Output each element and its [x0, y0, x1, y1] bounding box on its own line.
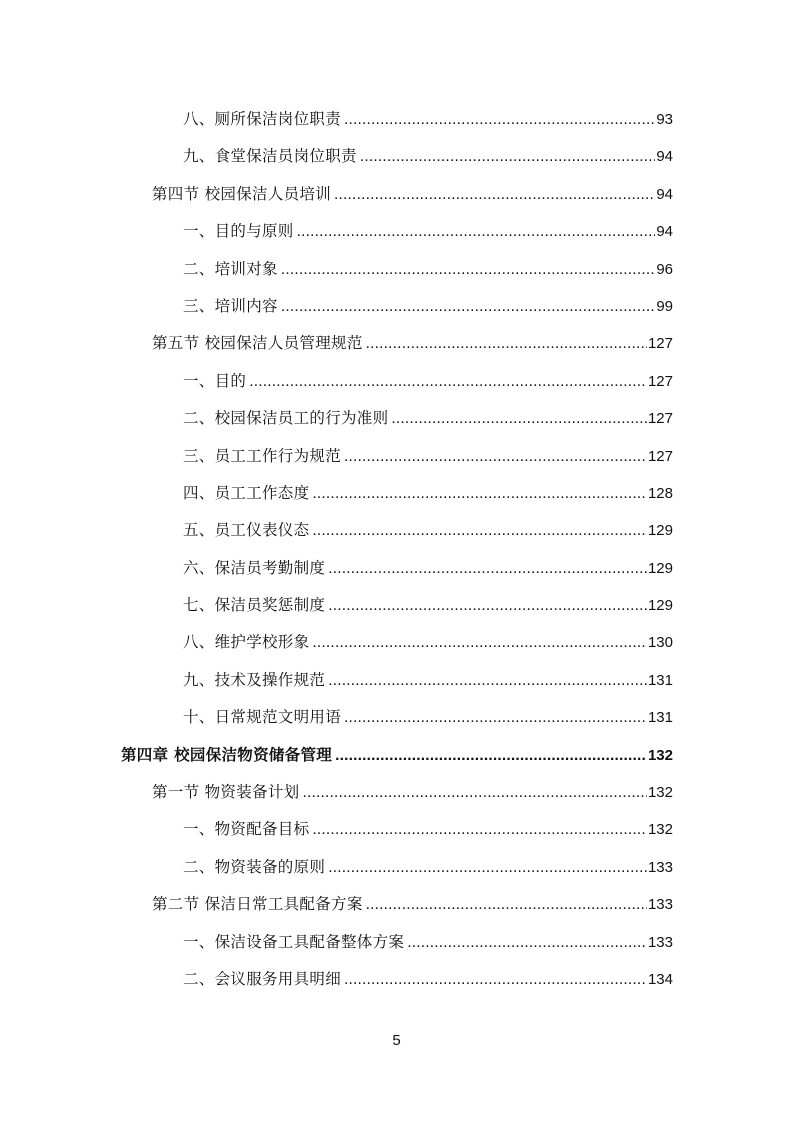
dot-leader: [281, 288, 656, 325]
toc-entry-title: 二、校园保洁员工的行为准则: [183, 409, 389, 428]
toc-entry-title: 第二节 保洁日常工具配备方案: [152, 895, 363, 914]
toc-section-entry[interactable]: [0, 774, 793, 811]
toc-entry-page: 130: [647, 634, 673, 652]
toc-entry-page: 127: [647, 335, 673, 353]
dot-leader: [366, 886, 647, 923]
toc-entry-title: 二、物资装备的原则: [183, 857, 326, 876]
toc-entry-page: 129: [647, 597, 673, 615]
toc-entry[interactable]: [0, 288, 793, 325]
toc-entry-page: 127: [647, 410, 673, 428]
toc-entry-title: 十、日常规范文明用语: [183, 708, 342, 727]
toc-entry[interactable]: [0, 400, 793, 437]
toc-entry[interactable]: [0, 475, 793, 512]
toc-entry[interactable]: [0, 961, 793, 998]
toc-entry-title: 八、维护学校形象: [183, 633, 310, 652]
dot-leader: [249, 363, 647, 400]
toc-entry[interactable]: [0, 587, 793, 624]
toc-entry-title: 四、员工工作态度: [183, 483, 310, 502]
toc-entry[interactable]: [0, 138, 793, 175]
toc-entry-title: 一、物资配备目标: [183, 820, 310, 839]
toc-entry-title: 一、保洁设备工具配备整体方案: [183, 932, 405, 951]
toc-entry[interactable]: [0, 550, 793, 587]
toc-entry-page: 127: [647, 372, 673, 390]
toc-entry-title: 五、员工仪表仪态: [183, 521, 310, 540]
toc-entry-page: 93: [656, 110, 673, 128]
toc-entry-page: 132: [647, 784, 673, 802]
toc-entry-title: 六、保洁员考勤制度: [183, 558, 326, 577]
dot-leader: [328, 849, 647, 886]
toc-entry-page: 99: [656, 297, 673, 315]
dot-leader: [302, 774, 647, 811]
toc-entry-title: 二、培训对象: [183, 259, 278, 278]
toc-entry-page: 94: [656, 185, 673, 203]
toc-entry-title: 三、培训内容: [183, 296, 278, 315]
toc-entry-page: 132: [647, 746, 673, 764]
page-number: 5: [392, 1032, 401, 1049]
dot-leader: [334, 176, 655, 213]
dot-leader: [344, 961, 647, 998]
toc-entry-title: 三、员工工作行为规范: [183, 446, 342, 465]
dot-leader: [281, 251, 656, 288]
dot-leader: [360, 138, 656, 175]
toc-entry[interactable]: [0, 811, 793, 848]
toc-entry-title: 九、技术及操作规范: [183, 670, 326, 689]
toc-section-entry[interactable]: [0, 176, 793, 213]
table-of-contents: [0, 101, 793, 998]
toc-entry[interactable]: [0, 101, 793, 138]
toc-entry-page: 133: [647, 933, 673, 951]
toc-entry-title: 第四节 校园保洁人员培训: [152, 184, 332, 203]
dot-leader: [407, 924, 647, 961]
dot-leader: [312, 811, 647, 848]
toc-entry[interactable]: [0, 363, 793, 400]
toc-section-entry[interactable]: [0, 886, 793, 923]
toc-entry[interactable]: [0, 662, 793, 699]
toc-entry-title: 第四章 校园保洁物资储备管理: [121, 745, 333, 764]
dot-leader: [297, 213, 656, 250]
toc-entry-page: 131: [647, 671, 673, 689]
toc-entry[interactable]: [0, 699, 793, 736]
toc-entry-page: 128: [647, 484, 673, 502]
dot-leader: [366, 325, 647, 362]
dot-leader: [328, 662, 647, 699]
dot-leader: [328, 550, 647, 587]
toc-entry-page: 127: [647, 447, 673, 465]
toc-entry-page: 133: [647, 896, 673, 914]
toc-entry-title: 八、厕所保洁岗位职责: [183, 109, 342, 128]
dot-leader: [344, 699, 647, 736]
toc-entry[interactable]: [0, 624, 793, 661]
toc-entry-page: 133: [647, 858, 673, 876]
toc-entry[interactable]: [0, 213, 793, 250]
toc-entry-title: 第五节 校园保洁人员管理规范: [152, 334, 363, 353]
toc-entry-page: 134: [647, 970, 673, 988]
toc-entry-page: 94: [656, 223, 673, 241]
toc-entry-title: 一、目的: [183, 371, 247, 390]
toc-entry[interactable]: [0, 512, 793, 549]
toc-entry-page: 129: [647, 559, 673, 577]
dot-leader: [312, 475, 647, 512]
dot-leader: [328, 587, 647, 624]
dot-leader: [391, 400, 647, 437]
toc-entry-page: 132: [647, 821, 673, 839]
toc-entry-title: 第一节 物资装备计划: [152, 783, 300, 802]
toc-entry-page: 131: [647, 709, 673, 727]
toc-entry-page: 96: [656, 260, 673, 278]
dot-leader: [344, 438, 647, 475]
toc-entry[interactable]: [0, 251, 793, 288]
dot-leader: [344, 101, 655, 138]
toc-entry-title: 一、目的与原则: [183, 222, 294, 241]
toc-entry-title: 九、食堂保洁员岗位职责: [183, 147, 357, 166]
toc-entry[interactable]: [0, 849, 793, 886]
toc-entry-title: 二、会议服务用具明细: [183, 969, 342, 988]
toc-entry-title: 七、保洁员奖惩制度: [183, 596, 326, 615]
toc-chapter-entry[interactable]: [0, 737, 793, 774]
dot-leader: [312, 624, 647, 661]
toc-entry-page: 94: [656, 148, 673, 166]
toc-section-entry[interactable]: [0, 325, 793, 362]
toc-entry[interactable]: [0, 924, 793, 961]
dot-leader: [312, 512, 647, 549]
toc-entry[interactable]: [0, 438, 793, 475]
dot-leader: [335, 737, 647, 774]
toc-entry-page: 129: [647, 522, 673, 540]
